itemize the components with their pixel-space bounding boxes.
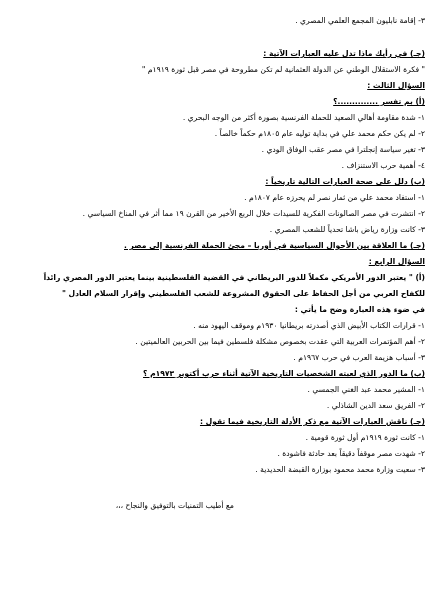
q3-b-item-2: ٢- انتشرت في مصر الصالونات الفكرية للسيدات خلال الربع الأخير من القرن ١٩ مما أثر في المناخ السياسي . xyxy=(82,209,425,218)
q4-a-quote-line-2: للكفاح العربي من أجل الحفاظ على الحقوق المشروعة للشعب الفلسطيني وإقرار السلام العادل " xyxy=(61,289,425,298)
q4-c-item-3: ٣- سعيت وزارة محمد محمود بوزارة القبضة الحديدية . xyxy=(255,465,425,474)
q2-b-item-3: ٣- إقامة نابليون المجمع العلمي المصري . xyxy=(295,16,425,25)
q2-c-heading: (جـ) في رأيك ماذا تدل عليه العبارات الآتية : xyxy=(263,49,425,58)
question-3-title: السؤال الثالث : xyxy=(367,81,425,90)
q3-b-heading: (ب) دلل على صحة العبارات التالية تاريخياً : xyxy=(265,177,425,186)
q4-a-quote-line-1: (أ) " يعتبر الدور الأمريكي مكملاً للدور البريطاني في القضية الفلسطينية بينما يعتبر الدور المصري رائداً xyxy=(43,273,425,282)
q3-a-heading: (أ) بم تفسر ..............؟ xyxy=(333,97,425,106)
q3-a-item-3: ٣- تغير سياسة إنجلترا في مصر عقب الوفاق الودي . xyxy=(261,145,425,154)
q4-b-item-2: ٢- الفريق سعد الدين الشاذلي . xyxy=(326,401,425,410)
q4-a-item-3: ٣- أسباب هزيمة العرب في حرب ١٩٦٧م . xyxy=(293,353,425,362)
q4-a-item-2: ٢- أهم المؤتمرات العربية التي عقدت بخصوص مشكلة فلسطين فيما بين الحربين العالميتين . xyxy=(135,337,425,346)
q3-b-item-1: ١- استفاد محمد علي من ثمار نصر لم يحرزه عام ١٨٠٧م . xyxy=(244,193,425,202)
q3-a-item-2: ٢- لم يكن حكم محمد علي في بداية توليه عام ١٨٠٥م حكماً خالصاً . xyxy=(214,129,425,138)
q2-c-quote: " فكرة الاستقلال الوطني عن الدولة العثمانية لم تكن مطروحة في مصر قبل ثورة ١٩١٩م " xyxy=(141,65,425,74)
q3-b-item-3: ٣- كانت وزارة رياض باشا تحدياً للشعب المصري . xyxy=(269,225,425,234)
q4-b-item-1: ١- المشير محمد عبد الغني الجمسي . xyxy=(307,385,425,394)
q4-a-instruction: في ضوء هذه العبارة وضح ما يأتي : xyxy=(294,305,425,314)
question-4-title: السؤال الرابع : xyxy=(368,257,425,266)
q4-a-item-1: ١- قرارات الكتاب الأبيض الذي أصدرته بريطانيا ١٩٣٠م وموقف اليهود منه . xyxy=(193,321,425,330)
closing-wishes: مع أطيب التمنيات بالتوفيق والنجاح ،،، xyxy=(115,501,234,510)
q3-a-item-1: ١- شدة مقاومة أهالي الصعيد للحملة الفرنسية بصورة أكثر من الوجه البحري . xyxy=(182,113,425,122)
q3-a-item-4: ٤- أهمية حرب الاستنزاف . xyxy=(341,161,425,170)
q4-c-item-2: ٢- شهدت مصر موقفاً دقيقاً بعد حادثة فاشودة . xyxy=(277,449,425,458)
q4-c-heading: (جـ) ناقش العبارات الآتية مع ذكر الأدلة التاريخية فيما تقول : xyxy=(199,417,425,426)
q4-c-item-1: ١- كانت ثورة ١٩١٩م أول ثورة قومية . xyxy=(305,433,425,442)
q3-c-heading: (جـ) ما العلاقة بين الأحوال السياسية في أوربا – مجئ الحملة الفرنسية إلى مصر . xyxy=(124,241,425,250)
q4-b-heading: (ب) ما الدور الذي لعبته الشخصيات التاريخية الآتية أثناء حرب أكتوبر ١٩٧٣م ؟ xyxy=(143,369,425,378)
